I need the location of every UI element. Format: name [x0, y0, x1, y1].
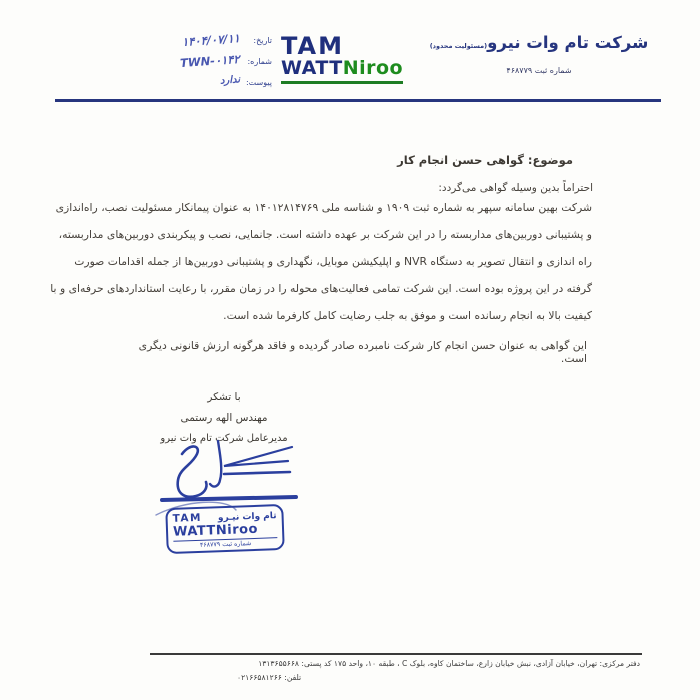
stamp-registration: شماره ثبت ۴۶۸۷۷۹: [199, 540, 252, 549]
letterhead-company-block: [414, 33, 664, 75]
letterhead-fields: [152, 33, 272, 96]
logo-watt: WATT: [281, 57, 343, 79]
stamp-tam-text: TAM: [172, 511, 203, 525]
salutation-line: احتراماً بدین وسیله گواهی می‌گردد:: [438, 182, 593, 194]
attachment-field: [152, 75, 272, 96]
logo-tam-text: TAM: [281, 32, 344, 60]
paragraph-line: و پشتیبانی دوربین‌های مداربسته را در این شرکت بر عهده داشته است. جانمایی، نصب و پیکربندی دوربین‌های مداربسته،: [58, 228, 592, 241]
logo-underline: [281, 81, 403, 84]
logo-niroo: Niroo: [342, 57, 404, 79]
date-field: [152, 33, 272, 54]
company-name-text: شرکت تام وات نیرو: [487, 33, 649, 52]
paragraph-line: گرفته در این پروژه بوده است. این شرکت تمامی فعالیت‌های محوله را در زمان مقرر، با رعایت استانداردهای حرفه‌ای و با: [50, 282, 592, 295]
paragraph-line: شرکت بهین سامانه سپهر به شماره ثبت ۱۹۰۹ و شناسه ملی ۱۴۰۱۲۸۱۴۷۶۹ به عنوان پیمانکار مسئولیت نصب، راه‌اندازی: [55, 201, 592, 214]
company-logo: [281, 34, 421, 84]
stamp-wattniroo-text: WATTNiroo: [173, 521, 278, 542]
number-label: شماره:: [247, 57, 272, 66]
date-label: تاریخ:: [253, 36, 272, 45]
attachment-label: پیوست:: [245, 78, 272, 87]
paragraph-line: کیفیت بالا به انجام رسانده است و موفق به جلب رضایت کامل کارفرما شده است.: [223, 309, 592, 322]
company-name: [414, 33, 664, 53]
registration-number: شماره ثبت ۴۶۸۷۷۹: [506, 65, 572, 75]
footer-address: دفتر مرکزی: تهران، خیابان آزادی، نبش خیابان زارع، ساختمان کاوه، بلوک C ، طبقه ۱۰، واحد ۱۷۵ کد پستی: ۱۳۱۳۶۵۵۶۶۸: [258, 659, 640, 668]
company-subtitle: (مسئولیت محدود): [429, 42, 488, 50]
number-field: [152, 51, 272, 75]
footer-phone: تلفن: ۰۲۱۶۶۵۸۱۲۶۶: [237, 673, 302, 682]
subject-line: موضوع: گواهی حسن انجام کار: [397, 153, 573, 167]
number-value-handwritten: TWN-۰۱۴۲: [179, 51, 241, 71]
paragraph-line: راه اندازی و انتقال تصویر به دستگاه NVR و اپلیکیشن موبایل، نگهداری و پشتیبانی دوربین‌ها از جمله اقدامات صورت: [74, 255, 592, 268]
header-divider-line: [55, 99, 661, 102]
footer-divider-line: [150, 653, 642, 655]
stamp-company-fa: تام وات نیـرو: [217, 511, 277, 524]
signoff-role: مدیرعامل شرکت تام وات نیرو: [160, 433, 288, 444]
signoff-thanks: با تشکر: [207, 391, 241, 403]
signoff-name: مهندس الهه رستمی: [180, 412, 268, 424]
body-paragraph: [50, 194, 592, 329]
company-stamp: [165, 504, 285, 554]
closing-statement: این گواهی به عنوان حسن انجام کار شرکت نامبرده صادر گردیده و فاقد هرگونه ارزش قانونی دیگری است.: [138, 339, 587, 365]
date-value-handwritten: ۱۴۰۴/۰۷/۱۱: [181, 31, 241, 49]
logo-wattniroo-text: [281, 59, 421, 78]
stamp-border: [165, 504, 285, 554]
attachment-value-handwritten: ندارد: [219, 74, 241, 87]
